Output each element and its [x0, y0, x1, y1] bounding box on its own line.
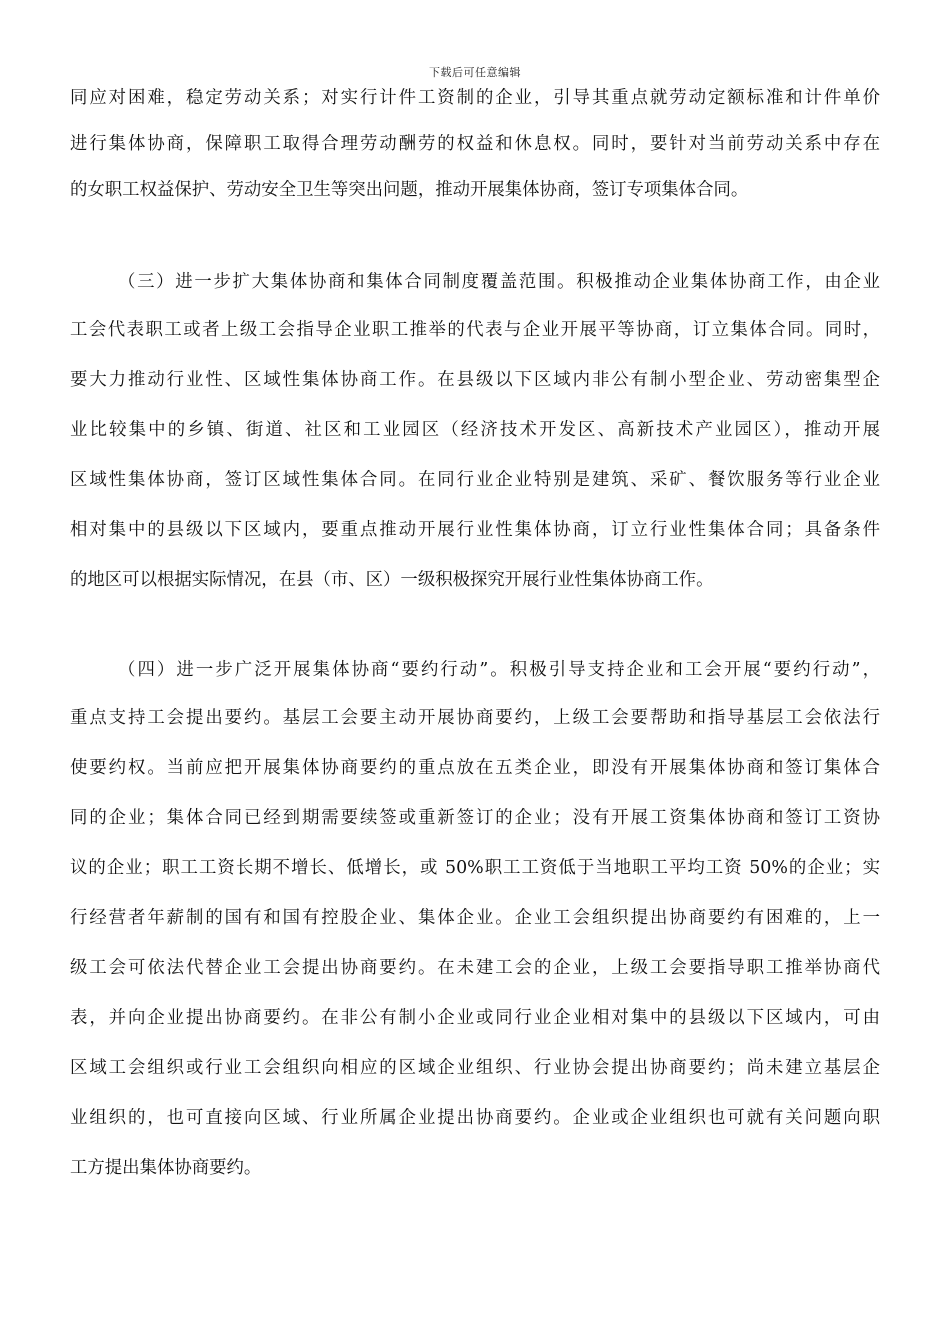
text-line: 表，并向企业提出协商要约。在非公有制小企业或同行业企业相对集中的县级以下区域内，可由	[70, 1008, 880, 1028]
text-line: 进行集体协商，保障职工取得合理劳动酬劳的权益和休息权。同时，要针对当前劳动关系中存在	[70, 134, 880, 154]
text-line: 使要约权。当前应把开展集体协商要约的重点放在五类企业，即没有开展集体协商和签订集体合	[70, 758, 880, 778]
text-line: 业组织的，也可直接向区域、行业所属企业提出协商要约。企业或企业组织也可就有关问题向职	[70, 1108, 880, 1128]
text-line: 议的企业；职工工资长期不增长、低增长，或 50%职工工资低于当地职工平均工资 50%的企业；实	[70, 858, 880, 878]
text-line: 区域性集体协商，签订区域性集体合同。在同行业企业特别是建筑、采矿、餐饮服务等行业企业	[70, 470, 880, 490]
text-line: 重点支持工会提出要约。基层工会要主动开展协商要约，上级工会要帮助和指导基层工会依法行	[70, 708, 880, 728]
text-line: 同的企业；集体合同已经到期需要续签或重新签订的企业；没有开展工资集体协商和签订工资协	[70, 808, 880, 828]
text-line: 行经营者年薪制的国有和国有控股企业、集体企业。企业工会组织提出协商要约有困难的，上一	[70, 908, 880, 928]
text-line: （四）进一步广泛开展集体协商“要约行动”。积极引导支持企业和工会开展“要约行动”，	[118, 660, 880, 680]
text-line: 级工会可依法代替企业工会提出协商要约。在未建工会的企业，上级工会要指导职工推举协商代	[70, 958, 880, 978]
text-line: 区域工会组织或行业工会组织向相应的区域企业组织、行业协会提出协商要约；尚未建立基层企	[70, 1058, 880, 1078]
text-line: 工方提出集体协商要约。	[70, 1158, 262, 1178]
header-note: 下载后可任意编辑	[429, 66, 521, 79]
text-line: 要大力推动行业性、区域性集体协商工作。在县级以下区域内非公有制小型企业、劳动密集型企	[70, 370, 880, 390]
text-line: 同应对困难，稳定劳动关系；对实行计件工资制的企业，引导其重点就劳动定额标准和计件单价	[70, 88, 880, 108]
text-line: 的地区可以根据实际情况，在县（市、区）一级积极探究开展行业性集体协商工作。	[70, 570, 714, 590]
text-line: 业比较集中的乡镇、街道、社区和工业园区（经济技术开发区、高新技术产业园区），推动开展	[70, 420, 880, 440]
text-line: 的女职工权益保护、劳动安全卫生等突出问题，推动开展集体协商，签订专项集体合同。	[70, 180, 749, 200]
text-line: 相对集中的县级以下区域内，要重点推动开展行业性集体协商，订立行业性集体合同；具备条件	[70, 520, 880, 540]
text-line: （三）进一步扩大集体协商和集体合同制度覆盖范围。积极推动企业集体协商工作，由企业	[118, 272, 880, 292]
text-line: 工会代表职工或者上级工会指导企业职工推举的代表与企业开展平等协商，订立集体合同。同时，	[70, 320, 880, 340]
